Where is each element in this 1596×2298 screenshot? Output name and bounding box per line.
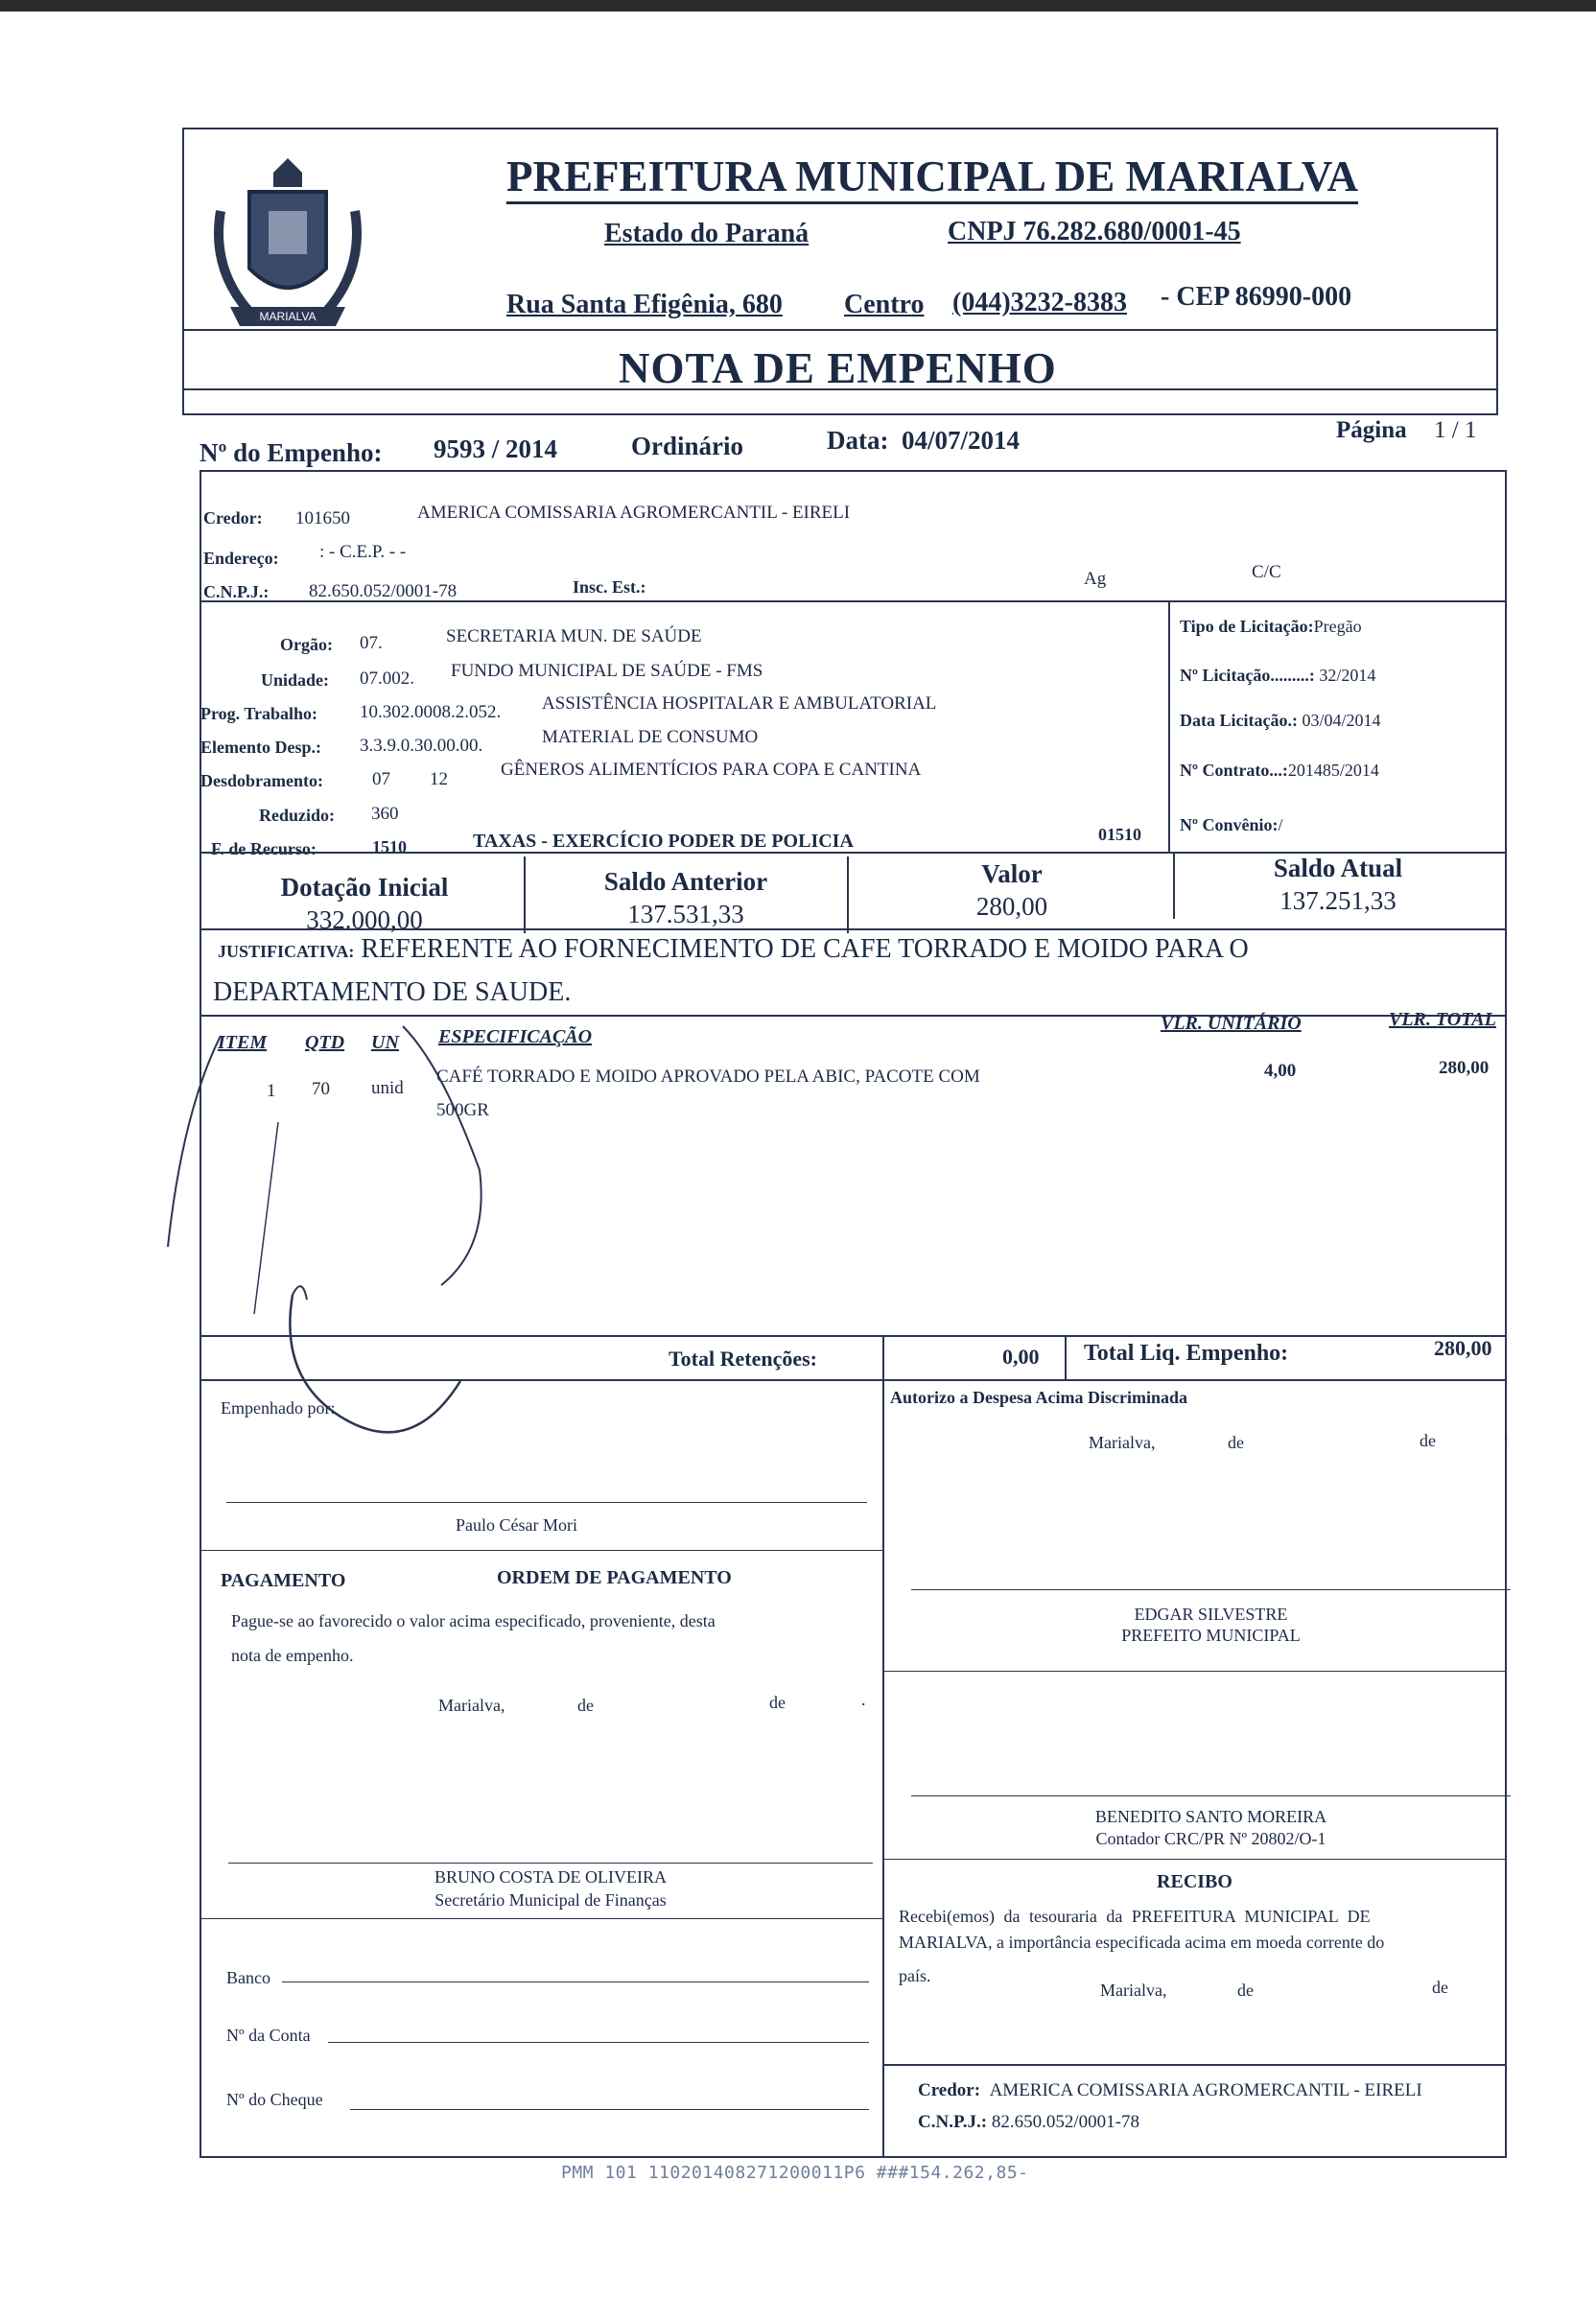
justificativa-line2: DEPARTAMENTO DE SAUDE. bbox=[213, 977, 572, 1007]
recibo-cnpj-value: 82.650.052/0001-78 bbox=[991, 2112, 1139, 2132]
desdobramento-label: Desdobramento: bbox=[200, 771, 323, 790]
recurso-name: TAXAS - EXERCÍCIO PODER DE POLICIA bbox=[473, 831, 854, 852]
pagamento-de-2: de bbox=[769, 1693, 786, 1712]
total-liq-label: Total Liq. Empenho: bbox=[1084, 1341, 1289, 1366]
divider bbox=[200, 1550, 882, 1551]
justificativa-text-1: REFERENTE AO FORNECIMENTO DE CAFE TORRADO E MOIDO PARA O bbox=[361, 934, 1249, 964]
recibo-credor bbox=[918, 2080, 1422, 2101]
col-unit-value: VLR. UNITÁRIO bbox=[1161, 1013, 1302, 1034]
credor-code: 101650 bbox=[295, 508, 350, 528]
divider bbox=[200, 1335, 1507, 1337]
numero-convenio bbox=[1180, 815, 1282, 835]
footer-stamp: PMM 101 110201408271200011P6 ###154.262,85- bbox=[561, 2163, 1029, 2183]
recibo-de-2: de bbox=[1432, 1978, 1448, 1997]
page-title: PREFEITURA MUNICIPAL DE MARIALVA bbox=[506, 152, 1358, 204]
desdobramento-name: GÊNEROS ALIMENTÍCIOS PARA COPA E CANTINA bbox=[501, 760, 922, 780]
divider bbox=[1168, 600, 1170, 852]
numero-licitacao-value: 32/2014 bbox=[1319, 666, 1376, 685]
cc-label: C/C bbox=[1252, 562, 1281, 582]
desdobramento-code2: 12 bbox=[430, 769, 448, 789]
recibo-line2: MARIALVA, a importância especificada acima em moeda corrente do bbox=[899, 1933, 1385, 1952]
tipo-licitacao bbox=[1180, 617, 1362, 637]
col-qtd: QTD bbox=[305, 1032, 345, 1053]
divider bbox=[524, 856, 526, 933]
secretario-name: BRUNO COSTA DE OLIVEIRA bbox=[434, 1867, 668, 1887]
divider bbox=[200, 1918, 882, 1919]
saldo-atual-label: Saldo Atual bbox=[1273, 854, 1403, 882]
elemento-code: 3.3.9.0.30.00.00. bbox=[360, 736, 483, 756]
numero-contrato-label: Nº Contrato...: bbox=[1180, 761, 1288, 780]
recibo-de-1: de bbox=[1237, 1981, 1254, 2000]
secretario-title: Secretário Municipal de Finanças bbox=[434, 1890, 667, 1910]
divider bbox=[200, 600, 1507, 602]
contador-name: BENEDITO SANTO MOREIRA bbox=[1094, 1807, 1327, 1826]
numero-contrato bbox=[1180, 761, 1379, 781]
data-licitacao bbox=[1180, 711, 1380, 731]
elemento-name: MATERIAL DE CONSUMO bbox=[542, 727, 759, 747]
recurso-number: 01510 bbox=[1098, 825, 1141, 844]
recibo-line3: país. bbox=[899, 1966, 931, 1985]
cnpj-label: C.N.P.J.: bbox=[203, 582, 270, 601]
divider bbox=[847, 856, 849, 933]
row-unit-value: 4,00 bbox=[1264, 1061, 1297, 1081]
autorizo-de-1: de bbox=[1228, 1433, 1244, 1452]
prog-name: ASSISTÊNCIA HOSPITALAR E AMBULATORIAL bbox=[542, 693, 937, 714]
autorizo-city: Marialva, bbox=[1089, 1433, 1156, 1452]
valor-label: Valor bbox=[981, 859, 1043, 888]
insc-est-label: Insc. Est.: bbox=[573, 577, 646, 597]
recibo-credor-name: AMERICA COMISSARIA AGROMERCANTIL - EIRELI bbox=[989, 2080, 1422, 2100]
divider bbox=[882, 1859, 1507, 1860]
divider bbox=[882, 1335, 884, 1381]
valor-value: 280,00 bbox=[975, 892, 1048, 921]
header-street: Rua Santa Efigênia, 680 bbox=[506, 290, 783, 319]
orgao-code: 07. bbox=[360, 633, 383, 653]
data-licitacao-label: Data Licitação.: bbox=[1180, 711, 1298, 730]
recibo-cnpj-label: C.N.P.J.: bbox=[918, 2112, 988, 2132]
orgao-name: SECRETARIA MUN. DE SAÚDE bbox=[446, 626, 702, 646]
contador-title: Contador CRC/PR Nº 20802/O-1 bbox=[1095, 1829, 1326, 1848]
autorizo-dot: . bbox=[1504, 1425, 1509, 1444]
retencoes-label: Total Retenções: bbox=[669, 1347, 817, 1371]
recibo-city: Marialva, bbox=[1100, 1981, 1167, 2000]
recibo-cnpj bbox=[918, 2112, 1139, 2133]
unidade-code: 07.002. bbox=[360, 668, 414, 689]
reduzido-value: 360 bbox=[371, 804, 399, 824]
row-spec-1: CAFÉ TORRADO E MOIDO APROVADO PELA ABIC, PACOTE COM bbox=[436, 1067, 980, 1087]
saldo-anterior-label: Saldo Anterior bbox=[603, 867, 768, 896]
row-qtd: 70 bbox=[312, 1079, 330, 1099]
numero-licitacao bbox=[1180, 666, 1375, 686]
elemento-label: Elemento Desp.: bbox=[200, 738, 321, 757]
empenhado-label: Empenhado por: bbox=[221, 1398, 336, 1418]
saldo-anterior-value: 137.531,33 bbox=[627, 900, 744, 928]
unidade-name: FUNDO MUNICIPAL DE SAÚDE - FMS bbox=[451, 661, 763, 681]
ag-label: Ag bbox=[1084, 569, 1107, 589]
creditor-cnpj: 82.650.052/0001-78 bbox=[309, 581, 458, 601]
divider bbox=[200, 1379, 1507, 1381]
date-label: Data: bbox=[827, 426, 889, 455]
banco-label: Banco bbox=[226, 1968, 270, 1987]
divider bbox=[1065, 1335, 1067, 1381]
header-cnpj: CNPJ 76.282.680/0001-45 bbox=[948, 217, 1241, 246]
data-licitacao-value: 03/04/2014 bbox=[1302, 711, 1381, 730]
contador-signature-line bbox=[911, 1795, 1511, 1796]
recibo-line1: Recebi(emos) da tesouraria da PREFEITURA MUNICIPAL DE bbox=[899, 1907, 1371, 1926]
cheque-label: Nº do Cheque bbox=[226, 2090, 323, 2109]
reduzido-label: Reduzido: bbox=[259, 806, 336, 825]
numero-convenio-label: Nº Convênio: bbox=[1180, 815, 1279, 834]
cheque-field[interactable] bbox=[350, 2109, 869, 2110]
tipo-licitacao-label: Tipo de Licitação: bbox=[1180, 617, 1314, 636]
credor-label: Credor: bbox=[203, 508, 263, 528]
pagamento-de-1: de bbox=[577, 1696, 594, 1715]
page-label: Página bbox=[1336, 417, 1407, 443]
numero-licitacao-label: Nº Licitação.........: bbox=[1180, 666, 1315, 685]
endereco-value: : - C.E.P. - - bbox=[319, 542, 407, 562]
pagamento-label: PAGAMENTO bbox=[221, 1570, 346, 1591]
prefeito-signature-line bbox=[911, 1589, 1511, 1590]
col-un: UN bbox=[371, 1032, 399, 1053]
state-label: Estado do Paraná bbox=[604, 219, 810, 248]
page-number: 1 / 1 bbox=[1434, 417, 1477, 443]
pague-se-line2: nota de empenho. bbox=[231, 1646, 354, 1665]
saldo-atual-value: 137.251,33 bbox=[1279, 886, 1396, 915]
justificativa-label: JUSTIFICATIVA: bbox=[218, 942, 355, 961]
header-cep: - CEP 86990-000 bbox=[1161, 282, 1352, 312]
secretario-signature-line bbox=[228, 1863, 873, 1864]
svg-text:MARIALVA: MARIALVA bbox=[259, 310, 317, 323]
dotacao-value: 332.000,00 bbox=[306, 905, 423, 934]
tipo-licitacao-value: Pregão bbox=[1313, 617, 1362, 636]
col-total-value: VLR. TOTAL bbox=[1389, 1009, 1496, 1030]
divider bbox=[200, 928, 1507, 930]
conta-field[interactable] bbox=[328, 2042, 869, 2043]
dotacao-label: Dotação Inicial bbox=[280, 873, 449, 902]
empenho-date: 04/07/2014 bbox=[902, 426, 1021, 455]
empenhado-name: Paulo César Mori bbox=[456, 1515, 577, 1535]
orgao-label: Orgão: bbox=[280, 635, 333, 654]
endereco-label: Endereço: bbox=[203, 549, 279, 568]
row-spec-2: 500GR bbox=[436, 1100, 489, 1120]
divider bbox=[882, 1379, 884, 2158]
scan-top-edge bbox=[0, 0, 1596, 12]
col-spec: ESPECIFICAÇÃO bbox=[438, 1026, 593, 1047]
empenho-type: Ordinário bbox=[631, 432, 744, 460]
ordem-pagamento-label: ORDEM DE PAGAMENTO bbox=[497, 1567, 732, 1588]
credor-name: AMERICA COMISSARIA AGROMERCANTIL - EIRELI bbox=[417, 503, 851, 523]
recurso-label: F. de Recurso: bbox=[211, 839, 317, 858]
divider bbox=[882, 2064, 1507, 2066]
conta-label: Nº da Conta bbox=[226, 2026, 311, 2045]
empenho-number-label: Nº do Empenho: bbox=[200, 438, 383, 467]
empenho-number: 9593 / 2014 bbox=[434, 434, 558, 463]
recibo-credor-label: Credor: bbox=[918, 2080, 981, 2100]
header-district: Centro bbox=[844, 290, 925, 319]
recibo-title: RECIBO bbox=[1157, 1871, 1232, 1892]
row-item: 1 bbox=[267, 1081, 276, 1101]
autorizo-text: Autorizo a Despesa Acima Discriminada bbox=[890, 1388, 1187, 1407]
prefeito-title: PREFEITO MUNICIPAL bbox=[1121, 1626, 1301, 1645]
retencoes-value: 0,00 bbox=[1002, 1345, 1040, 1369]
autorizo-de-2: de bbox=[1420, 1431, 1436, 1450]
divider bbox=[1173, 852, 1175, 919]
desdobramento-code1: 07 bbox=[372, 769, 390, 789]
pague-se-line1: Pague-se ao favorecido o valor acima especificado, proveniente, desta bbox=[231, 1611, 716, 1630]
divider bbox=[882, 1671, 1507, 1672]
prefeito-name: EDGAR SILVESTRE bbox=[1134, 1605, 1288, 1624]
pagamento-city: Marialva, bbox=[438, 1696, 505, 1715]
signature-line bbox=[226, 1502, 867, 1503]
prog-code: 10.302.0008.2.052. bbox=[360, 702, 502, 722]
document-title: NOTA DE EMPENHO bbox=[619, 344, 1057, 392]
prog-label: Prog. Trabalho: bbox=[200, 704, 318, 723]
numero-convenio-value: / bbox=[1278, 815, 1283, 834]
col-item: ITEM bbox=[218, 1032, 268, 1053]
pagamento-dot: . bbox=[861, 1690, 866, 1709]
unidade-label: Unidade: bbox=[261, 670, 330, 690]
recurso-code: 1510 bbox=[372, 837, 407, 856]
total-liq-value: 280,00 bbox=[1434, 1336, 1492, 1360]
banco-field[interactable] bbox=[282, 1981, 869, 1982]
row-un: unid bbox=[371, 1078, 404, 1098]
coat-of-arms-icon bbox=[192, 153, 384, 345]
row-total-value: 280,00 bbox=[1439, 1058, 1490, 1078]
justificativa-line1 bbox=[218, 934, 1249, 965]
numero-contrato-value: 201485/2014 bbox=[1287, 761, 1379, 780]
header-phone: (044)3232-8383 bbox=[952, 288, 1127, 317]
